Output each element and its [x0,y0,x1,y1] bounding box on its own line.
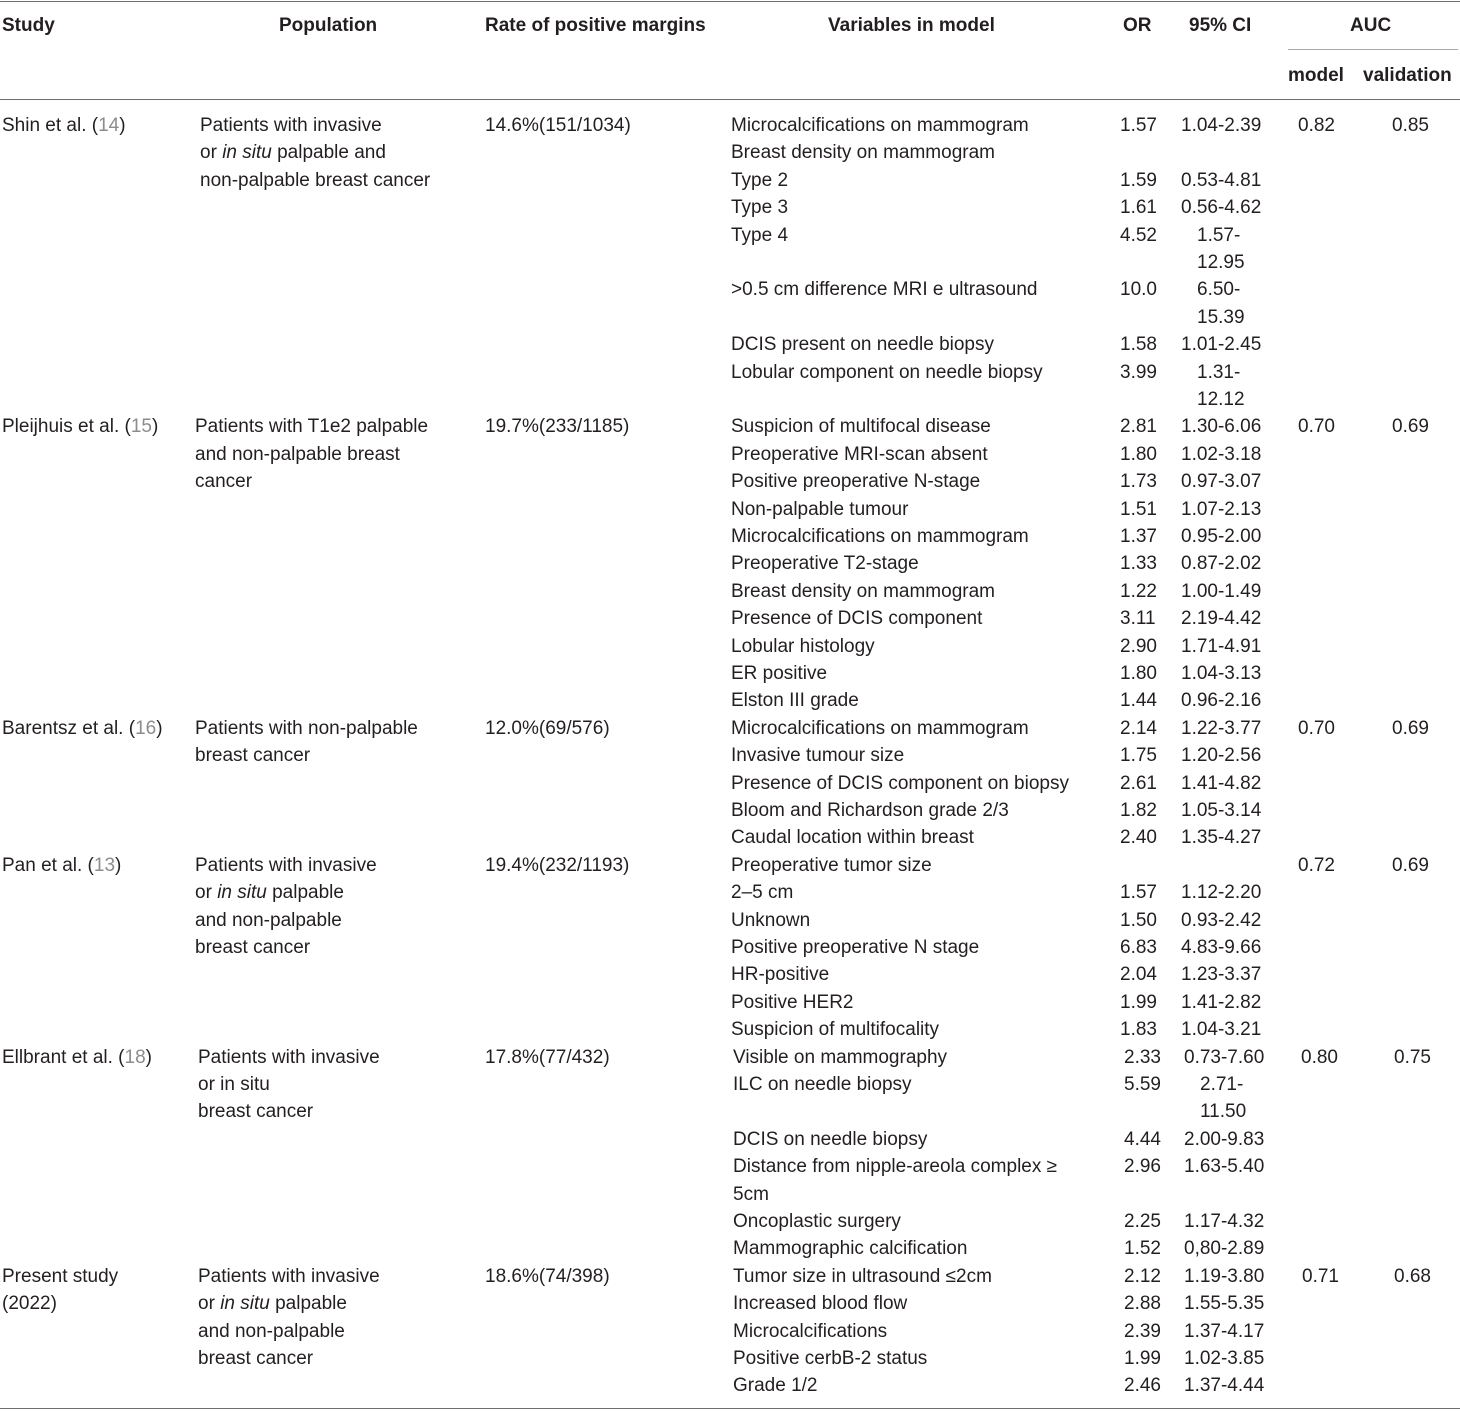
odds-ratio: 1.59 [1120,169,1157,191]
reference-link[interactable]: 18 [124,1046,146,1068]
variable-name: Elston III grade [731,690,859,712]
positive-margin-rate: 17.8%(77/432) [485,1046,610,1068]
variable-name: Oncoplastic surgery [733,1211,901,1232]
confidence-interval: 0.95-2.00 [1181,526,1262,547]
odds-ratio: 2.12 [1124,1265,1161,1287]
variable-name: >0.5 cm difference MRI e ultrasound [731,279,1038,301]
reference-link[interactable]: 15 [130,416,152,438]
variable-name: Microcalcifications [733,1320,888,1342]
variable-name: Presence of DCIS component on biopsy [731,772,1069,794]
odds-ratio: 2.14 [1120,717,1157,739]
header-variables: Variables in model [828,15,995,36]
confidence-interval: 1.20-2.56 [1181,745,1262,767]
positive-margin-rate: 19.7%(233/1185) [485,416,630,438]
odds-ratio: 1.99 [1124,1348,1161,1369]
variable-name: Presence of DCIS component [731,608,983,630]
study-population: Patients with invasive or in situ palpable and non-palpable breast cancer [198,1265,380,1370]
odds-ratio: 10.0 [1120,279,1157,301]
header-auc: AUC [1350,15,1392,36]
header-bottom-rule [0,99,1460,100]
confidence-interval: 6.50- [1197,279,1241,301]
odds-ratio: 2.25 [1124,1211,1161,1232]
confidence-interval-cont: 12.95 [1197,252,1245,273]
confidence-interval-cont: 15.39 [1197,306,1245,328]
odds-ratio: 2.04 [1120,964,1157,986]
odds-ratio: 2.61 [1120,772,1157,794]
variable-name: ILC on needle biopsy [733,1074,912,1095]
auc-model-value: 0.70 [1298,717,1335,739]
odds-ratio: 3.11 [1120,608,1156,630]
variable-name: ER positive [731,663,828,684]
odds-ratio: 1.57 [1120,882,1157,904]
confidence-interval: 0.93-2.42 [1181,909,1262,931]
confidence-interval: 1.17-4.32 [1184,1211,1265,1232]
auc-validation-value: 0.85 [1392,115,1429,136]
variable-name: 2–5 cm [731,882,794,904]
confidence-interval: 1.71-4.91 [1181,635,1262,657]
variable-name: Positive HER2 [731,991,854,1013]
variable-name: Caudal location within breast [731,827,974,849]
confidence-interval: 1.00-1.49 [1181,580,1262,602]
positive-margin-rate: 19.4%(232/1193) [485,854,630,876]
auc-model-value: 0.71 [1302,1265,1339,1287]
auc-validation-value: 0.69 [1392,854,1429,876]
auc-model-value: 0.70 [1298,416,1335,438]
confidence-interval: 1.12-2.20 [1181,882,1262,904]
odds-ratio: 1.82 [1120,800,1157,821]
confidence-interval: 1.41-2.82 [1181,991,1262,1013]
reference-link[interactable]: 16 [135,717,157,739]
confidence-interval: 1.31- [1197,361,1241,383]
confidence-interval: 1.02-3.85 [1184,1348,1265,1369]
variable-name: Preoperative T2-stage [731,553,919,575]
auc-validation-value: 0.69 [1392,416,1429,438]
odds-ratio: 1.50 [1120,909,1157,931]
odds-ratio: 1.52 [1124,1238,1161,1260]
odds-ratio: 1.61 [1120,197,1157,219]
variable-name: Lobular component on needle biopsy [731,361,1043,383]
confidence-interval: 0.96-2.16 [1181,690,1262,712]
auc-model-value: 0.72 [1298,854,1335,876]
odds-ratio: 2.40 [1120,827,1157,849]
auc-model-value: 0.82 [1298,115,1335,136]
study-population: Patients with invasive or in situ palpable and non-palpable breast cancer [195,854,377,959]
variable-name: Mammographic calcification [733,1238,968,1260]
confidence-interval: 1.02-3.18 [1181,443,1262,465]
odds-ratio: 1.73 [1120,471,1157,493]
odds-ratio: 2.88 [1124,1293,1161,1315]
auc-validation-value: 0.68 [1394,1265,1431,1287]
variable-name: DCIS on needle biopsy [733,1128,928,1150]
variable-name: Suspicion of multifocal disease [731,416,991,438]
confidence-interval: 1.41-4.82 [1181,772,1262,794]
study-name: Present study (2022) [2,1265,119,1315]
variable-name: Type 4 [731,224,789,246]
confidence-interval: 0.87-2.02 [1181,553,1262,575]
study-name: Barentsz et al. (16) [2,717,163,739]
odds-ratio: 2.46 [1124,1375,1161,1397]
confidence-interval: 0.97-3.07 [1181,471,1262,493]
header-rate: Rate of positive margins [485,15,706,36]
confidence-interval: 1.04-2.39 [1181,115,1262,136]
header-auc-model: model [1288,65,1344,86]
variable-name: Lobular histology [731,635,875,657]
confidence-interval: 2.71- [1200,1074,1244,1095]
variable-name: Preoperative tumor size [731,854,932,876]
variable-name: Positive preoperative N stage [731,937,980,958]
auc-validation-value: 0.69 [1392,717,1429,739]
variable-name: Microcalcifications on mammogram [731,115,1029,136]
header-or: OR [1123,15,1152,36]
confidence-interval-cont: 11.50 [1200,1101,1247,1123]
variable-name: Positive preoperative N-stage [731,471,981,493]
confidence-interval: 1.63-5.40 [1184,1156,1265,1178]
confidence-interval: 1.57- [1197,224,1241,246]
odds-ratio: 2.81 [1120,416,1157,438]
variable-name: HR-positive [731,964,830,986]
variable-name: Microcalcifications on mammogram [731,717,1029,739]
study-name: Pleijhuis et al. (15) [2,416,159,438]
positive-margin-rate: 18.6%(74/398) [485,1265,610,1287]
odds-ratio: 2.90 [1120,635,1157,657]
confidence-interval: 1.01-2.45 [1181,334,1262,356]
variable-name: Type 2 [731,169,789,191]
confidence-interval: 1.04-3.13 [1181,663,1262,684]
variable-name: Bloom and Richardson grade 2/3 [731,800,1009,821]
variable-name: Microcalcifications on mammogram [731,526,1029,547]
variable-name: Suspicion of multifocality [731,1019,940,1041]
confidence-interval: 1.55-5.35 [1184,1293,1265,1315]
variable-name: Grade 1/2 [733,1375,818,1397]
header-auc-validation: validation [1363,65,1452,86]
study-name: Shin et al. (14) [2,115,126,136]
odds-ratio: 4.52 [1120,224,1157,246]
odds-ratio: 4.44 [1124,1128,1161,1150]
study-name: Ellbrant et al. (18) [2,1046,152,1068]
header-population: Population [279,15,378,36]
reference-link[interactable]: 14 [98,115,120,136]
confidence-interval: 1.30-6.06 [1181,416,1262,438]
study-name: Pan et al. (13) [2,854,122,876]
variable-name: Type 3 [731,197,789,219]
study-population: Patients with T1e2 palpable and non-palpable breast cancer [195,416,429,493]
study-population: Patients with invasive or in situ palpable and non-palpable breast cancer [200,115,431,191]
odds-ratio: 2.33 [1124,1046,1161,1068]
confidence-interval: 1.22-3.77 [1181,717,1262,739]
odds-ratio: 1.37 [1120,526,1157,547]
variable-name: Distance from nipple-areola complex ≥ [733,1156,1058,1178]
auc-subheader-rule [1288,49,1458,50]
variable-name: Breast density on mammogram [731,580,995,602]
reference-link[interactable]: 13 [93,854,116,876]
variable-name: Preoperative MRI-scan absent [731,443,988,465]
odds-ratio: 1.33 [1120,553,1157,575]
variable-name: Non-palpable tumour [731,498,909,520]
confidence-interval: 2.00-9.83 [1184,1128,1265,1150]
auc-model-value: 0.80 [1301,1046,1338,1068]
variable-name: Breast density on mammogram [731,142,995,164]
odds-ratio: 2.96 [1124,1156,1161,1178]
confidence-interval: 4.83-9.66 [1181,937,1262,958]
variable-name: Increased blood flow [733,1293,908,1315]
positive-margin-rate: 14.6%(151/1034) [485,115,631,136]
odds-ratio: 3.99 [1120,361,1157,383]
auc-validation-value: 0.75 [1394,1046,1431,1068]
variable-name: Tumor size in ultrasound ≤2cm [733,1265,992,1287]
variable-name: Unknown [731,909,811,931]
table-bottom-rule [0,1408,1460,1409]
odds-ratio: 1.75 [1120,745,1157,767]
confidence-interval: 1.04-3.21 [1181,1019,1262,1041]
confidence-interval: 1.23-3.37 [1181,964,1262,986]
confidence-interval: 1.37-4.17 [1184,1320,1265,1342]
variable-name: Positive cerbB-2 status [733,1348,928,1369]
study-population: Patients with non-palpable breast cancer [195,717,418,767]
positive-margin-rate: 12.0%(69/576) [485,717,610,739]
confidence-interval: 0.73-7.60 [1184,1046,1265,1068]
odds-ratio: 6.83 [1120,937,1157,958]
confidence-interval: 1.35-4.27 [1181,827,1262,849]
confidence-interval: 1.05-3.14 [1181,800,1262,821]
odds-ratio: 1.44 [1120,690,1157,712]
odds-ratio: 1.99 [1120,991,1157,1013]
odds-ratio: 2.39 [1124,1320,1161,1342]
confidence-interval: 1.19-3.80 [1184,1265,1265,1287]
odds-ratio: 1.80 [1120,443,1157,465]
odds-ratio: 1.57 [1120,115,1157,136]
study-population: Patients with invasive or in situ breast cancer [198,1046,380,1123]
variable-name-cont: 5cm [733,1183,769,1205]
variable-name: Visible on mammography [733,1046,948,1068]
odds-ratio: 1.51 [1120,498,1157,520]
header-study: Study [2,15,55,36]
header-ci: 95% CI [1189,15,1252,36]
confidence-interval: 0.56-4.62 [1181,197,1262,219]
variable-name: DCIS present on needle biopsy [731,334,994,356]
odds-ratio: 1.58 [1120,334,1157,356]
table-top-rule [0,1,1460,2]
variable-name: Invasive tumour size [731,745,905,767]
odds-ratio: 1.80 [1120,663,1157,684]
confidence-interval: 1.07-2.13 [1181,498,1262,520]
odds-ratio: 1.22 [1120,580,1157,602]
confidence-interval: 0.53-4.81 [1181,169,1262,191]
odds-ratio: 5.59 [1124,1074,1161,1095]
odds-ratio: 1.83 [1120,1019,1157,1041]
confidence-interval: 0,80-2.89 [1184,1238,1265,1260]
confidence-interval: 1.37-4.44 [1184,1375,1265,1397]
confidence-interval-cont: 12.12 [1197,389,1245,410]
confidence-interval: 2.19-4.42 [1181,608,1262,630]
